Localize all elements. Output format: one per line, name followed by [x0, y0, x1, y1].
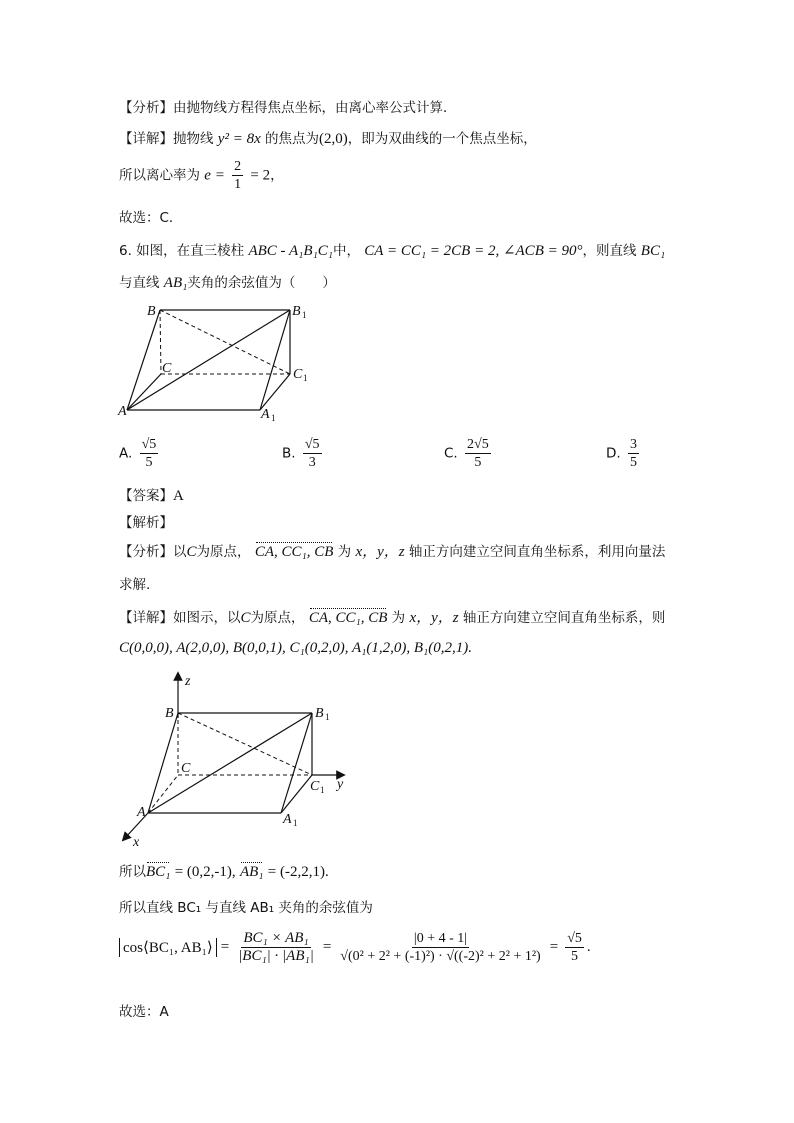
result-fraction — [565, 930, 584, 965]
option-b-num: √5 — [304, 437, 320, 452]
focus-point: (2,0) — [319, 131, 348, 147]
question-line2-a: 与直线 — [119, 275, 160, 291]
cosine-lhs-text: cos⟨BC₁, AB₁⟩ — [123, 940, 213, 956]
option-a-num: √5 — [141, 437, 157, 452]
equals-2: = — [322, 939, 332, 955]
parabola-equation: y² = 8x — [217, 131, 261, 147]
result-denominator: 5 — [571, 949, 579, 964]
question-mid: 中， — [333, 243, 360, 259]
xiangjie-line-1 — [119, 606, 665, 627]
fraction-denominator: 1 — [234, 177, 242, 192]
value-denominator: √(0² + 2² + (-1)²) · √((-2)² + 2² + 1²) — [340, 949, 541, 964]
option-b-letter: B. — [282, 445, 296, 462]
formula-numerator: BC₁ × AB₁ — [243, 930, 309, 946]
question-end: ，则直线 — [582, 243, 637, 259]
fig2-label-y: y — [337, 777, 344, 792]
fig1-label-b1-sub: 1 — [302, 310, 307, 320]
option-b-fraction — [303, 436, 322, 471]
fig1-label-a1: A — [261, 407, 270, 422]
question-6-line-1 — [119, 239, 665, 260]
option-d-den: 5 — [629, 455, 637, 470]
option-d-num: 3 — [629, 437, 637, 452]
xiangjie-d: 轴正方向建立空间直角坐标系，则 — [462, 610, 666, 626]
detail-tag: 【详解】 — [119, 131, 173, 147]
formula-denominator: |BC₁| · |AB₁| — [238, 948, 314, 964]
fig2-label-c1-sub: 1 — [320, 785, 325, 795]
option-d[interactable] — [606, 436, 642, 471]
detail-text-b: 的焦点为 — [265, 131, 320, 147]
detail-text-a: 抛物线 — [173, 131, 214, 147]
final-answer-line: 故选：A — [119, 1004, 169, 1020]
line-ab1: AB₁ — [163, 275, 188, 291]
vector-bc1: BC₁ — [146, 864, 171, 880]
option-a-fraction — [140, 436, 159, 471]
fig2-label-z: z — [185, 674, 191, 689]
question-condition: CA = CC₁ = 2CB = 2, ∠ACB = 90° — [364, 243, 583, 259]
option-a-letter: A. — [119, 445, 133, 462]
fig2-label-c: C — [181, 761, 191, 776]
period: . — [586, 939, 591, 955]
xiangjie-a: 如图示，以 — [173, 610, 241, 626]
e-symbol: e = — [204, 167, 225, 184]
fraction-numerator: 2 — [234, 159, 242, 174]
xiangjie-b: 为原点， — [250, 610, 305, 626]
xiangjie-vectors: CA, CC₁, CB — [308, 610, 388, 626]
fenxi-origin: C — [186, 544, 197, 560]
coordinates-line: C(0,0,0), A(2,0,0), B(0,0,1), C₁(0,2,0), A₁(1,2,0), B₁(0,2,1). — [119, 640, 472, 656]
fig2-label-a: A — [137, 805, 146, 820]
option-c[interactable] — [444, 436, 494, 471]
fig2-label-b1-sub: 1 — [325, 712, 330, 722]
equals-3: = — [549, 939, 559, 955]
vector-bc1-value: = (0,2,-1), — [174, 864, 236, 880]
cosine-value-fraction — [338, 930, 542, 965]
answer-value: A — [173, 488, 184, 504]
fenxi-axes: x，y，z — [355, 544, 405, 560]
eccentricity-line — [119, 158, 284, 193]
prism-name: ABC - A₁B₁C₁ — [248, 243, 333, 259]
xiangjie-tag: 【详解】 — [119, 610, 173, 626]
vector-ab1-value: = (-2,2,1). — [267, 864, 329, 880]
fenxi-line-1 — [119, 540, 665, 561]
question-line2-b: 夹角的余弦值为（ ） — [187, 275, 336, 291]
analysis-line-1 — [119, 96, 457, 116]
fig1-label-c: C — [162, 361, 172, 376]
fig1-label-c1: C — [293, 367, 303, 382]
fig1-label-a: A — [118, 404, 127, 419]
detail-line-1 — [119, 127, 537, 148]
option-d-fraction — [628, 436, 639, 471]
fig2-label-x: x — [133, 835, 140, 848]
option-c-den: 5 — [474, 455, 482, 470]
option-a-den: 5 — [145, 455, 153, 470]
option-d-letter: D. — [606, 445, 621, 462]
cosine-lhs — [119, 938, 217, 957]
question-number: 6. 如图，在直三棱柱 — [119, 243, 245, 259]
fig2-label-b: B — [165, 706, 174, 721]
option-b[interactable] — [282, 436, 325, 471]
fig1-label-c1-sub: 1 — [303, 373, 308, 383]
answer-tag: 【答案】 — [119, 488, 173, 504]
fenxi-tag: 【分析】 — [119, 544, 173, 560]
cosine-formula-fraction — [236, 930, 316, 965]
detail-text-c: ，即为双曲线的一个焦点坐标， — [347, 131, 537, 147]
option-c-num: 2√5 — [467, 437, 489, 452]
choice-line-c: 故选：C． — [119, 210, 183, 226]
fenxi-a: 以 — [173, 544, 187, 560]
fenxi-c: 为 — [337, 544, 352, 560]
eccentricity-result: = 2 — [250, 167, 271, 184]
answer-line — [119, 484, 184, 505]
coordinate-figure — [115, 668, 355, 848]
vector-line-prefix: 所以 — [119, 864, 146, 880]
value-numerator: |0 + 4 - 1| — [413, 931, 468, 946]
option-c-letter: C. — [444, 445, 458, 462]
fig2-label-a1-sub: 1 — [293, 818, 298, 828]
vector-line — [119, 860, 329, 881]
option-b-den: 3 — [308, 455, 316, 470]
fenxi-b: 为原点， — [196, 544, 251, 560]
equals-1: = — [220, 939, 230, 955]
xiangjie-origin: C — [240, 610, 251, 626]
question-6-line-2 — [119, 271, 336, 292]
fig2-label-b1: B — [315, 706, 324, 721]
fig1-label-a1-sub: 1 — [271, 413, 276, 423]
eccentricity-text: 所以离心率为 — [119, 167, 200, 184]
fig1-label-b1: B — [292, 304, 301, 319]
fig2-label-a1: A — [283, 812, 292, 827]
analysis-text: 由抛物线方程得焦点坐标，由离心率公式计算． — [173, 100, 457, 116]
comma: ， — [270, 167, 284, 184]
option-a[interactable] — [119, 436, 161, 471]
fenxi-d: 轴正方向建立空间直角坐标系，利用向量法 — [408, 544, 666, 560]
xiangjie-axes: x，y，z — [409, 610, 459, 626]
fenxi-vectors: CA, CC₁, CB — [254, 544, 334, 560]
result-numerator: √5 — [567, 931, 582, 946]
vector-ab1: AB₁ — [239, 864, 264, 880]
line-bc1: BC₁ — [640, 243, 666, 259]
jiexi-line: 【解析】 — [119, 515, 173, 531]
fig2-label-c1: C — [310, 779, 320, 794]
xiangjie-c: 为 — [391, 610, 406, 626]
eccentricity-fraction — [232, 158, 243, 193]
cosine-intro-line: 所以直线 BC₁ 与直线 AB₁ 夹角的余弦值为 — [119, 900, 373, 916]
option-c-fraction — [465, 436, 491, 471]
prism-figure-1 — [115, 300, 315, 425]
fenxi-line-2: 求解. — [119, 577, 151, 593]
cosine-formula — [119, 930, 591, 965]
fig1-label-b: B — [147, 304, 156, 319]
analysis-tag: 【分析】 — [119, 100, 173, 116]
